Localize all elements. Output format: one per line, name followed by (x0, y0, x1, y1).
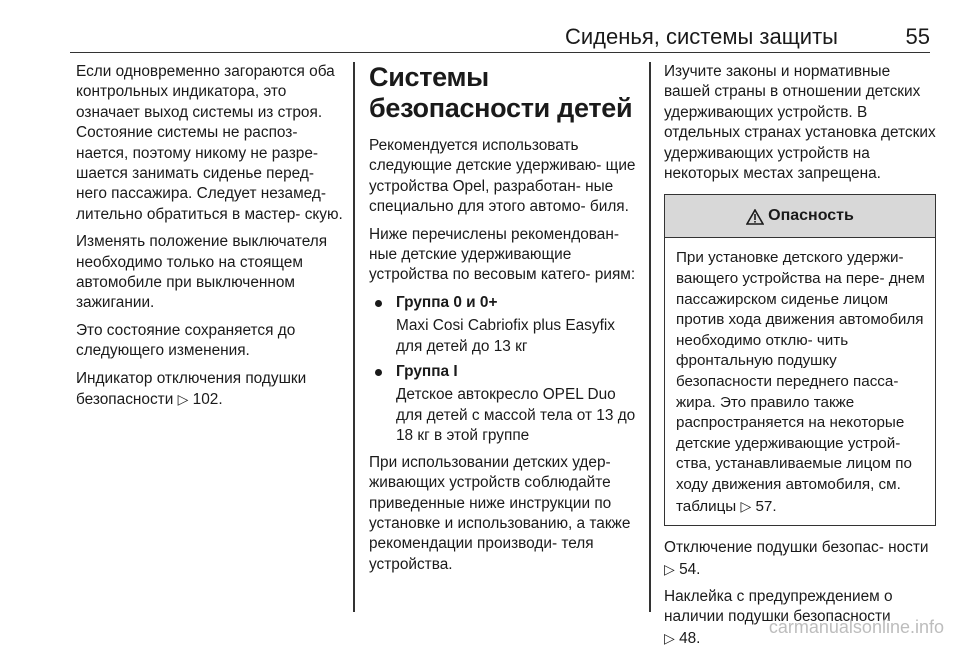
page-reference-link[interactable]: 54. (679, 560, 701, 578)
list-item-text: Детское автокресло OPEL Duo для детей с массой тела от 13 до 18 кг в этой группе (396, 386, 636, 445)
warning-box (664, 194, 936, 526)
paragraph: Изменять положение выключателя необходимо только на стоящем автомобиле при выключенном зажигании. (76, 233, 328, 312)
bullet-list (369, 293, 641, 447)
triangle-arrow-icon[interactable]: ▷ (664, 560, 675, 577)
column-divider (353, 62, 355, 612)
page-number: 55 (905, 24, 930, 49)
warning-body (665, 238, 935, 525)
paragraph: Рекомендуется использовать следующие детские удерживаю- щие устройства Opel, разработан- ные специально для этого автомо- биля. (369, 137, 636, 216)
list-item (369, 293, 641, 357)
list-item (369, 362, 641, 447)
warning-triangle-icon (746, 209, 764, 225)
paragraph: Изучите законы и нормативные вашей страны в отношении детских удерживающих устройств. В отдельных странах установка детских удерживающих устройств на некоторых местах запрещена. (664, 63, 936, 183)
paragraph: Если одновременно загораются оба контрольных индикатора, это означает выход системы из строя. Состояние системы не распоз- нается, поэтому никому не разре- шается занимать сиденье перед- него пассажира. Следует незамед- лительно обратиться в мастер- скую. (76, 63, 343, 223)
warning-text: При установке детского удержи- вающего устройства на пере- днем пассажирском сиденье лицом против хода движения автомобиля необходимо отклю- чить фронтальную подушку безопасности переднего пасса- жира. Это правило также распространяется на некоторые детские удерживающие устрой- ства, устанавливаемые лицом по ходу движения автомобиля, см. таблицы (676, 249, 925, 515)
column-middle (369, 62, 641, 582)
paragraph: Это состояние сохраняется до следующего изменения. (76, 321, 296, 360)
paragraph: При использовании детских удер- живающих устройств соблюдайте приведенные ниже инструкции по установке и использованию, а также рекомендации производи- теля устройства. (369, 453, 631, 573)
list-item-text: Maxi Cosi Cabriofix plus Easyfix для детей до 13 кг (396, 317, 615, 355)
triangle-arrow-icon[interactable]: ▷ (177, 391, 189, 408)
triangle-arrow-icon[interactable]: ▷ (664, 629, 675, 646)
warning-title: Опасность (768, 207, 854, 225)
column-divider (649, 62, 651, 612)
list-item-title: Группа 0 и 0+ (396, 293, 498, 311)
page-header (70, 0, 930, 53)
paragraph (664, 538, 936, 580)
warning-header (665, 195, 935, 238)
paragraph-text: Отключение подушки безопас- ности (664, 539, 929, 557)
paragraph-text: Индикатор отключения подушки безопасности (76, 369, 307, 409)
paragraph-text: Наклейка с предупреждением о наличии подушки безопасности (664, 587, 893, 626)
paragraph (76, 369, 348, 411)
section-heading: Системы безопасности детей (369, 62, 633, 123)
column-left (76, 62, 348, 418)
page-reference-link[interactable]: 102. (192, 391, 223, 409)
paragraph: Ниже перечислены рекомендован- ные детские удерживающие устройства по весовым катего- риям: (369, 225, 636, 284)
triangle-arrow-icon[interactable]: ▷ (740, 497, 752, 514)
column-right (664, 62, 936, 656)
list-item-title: Группа I (396, 363, 458, 381)
watermark: carmanualsonline.info (768, 617, 944, 637)
page-reference-link[interactable]: 48. (679, 629, 701, 647)
section-title: Сиденья, системы защиты (564, 24, 838, 49)
page-reference-link[interactable]: 57. (755, 497, 777, 515)
